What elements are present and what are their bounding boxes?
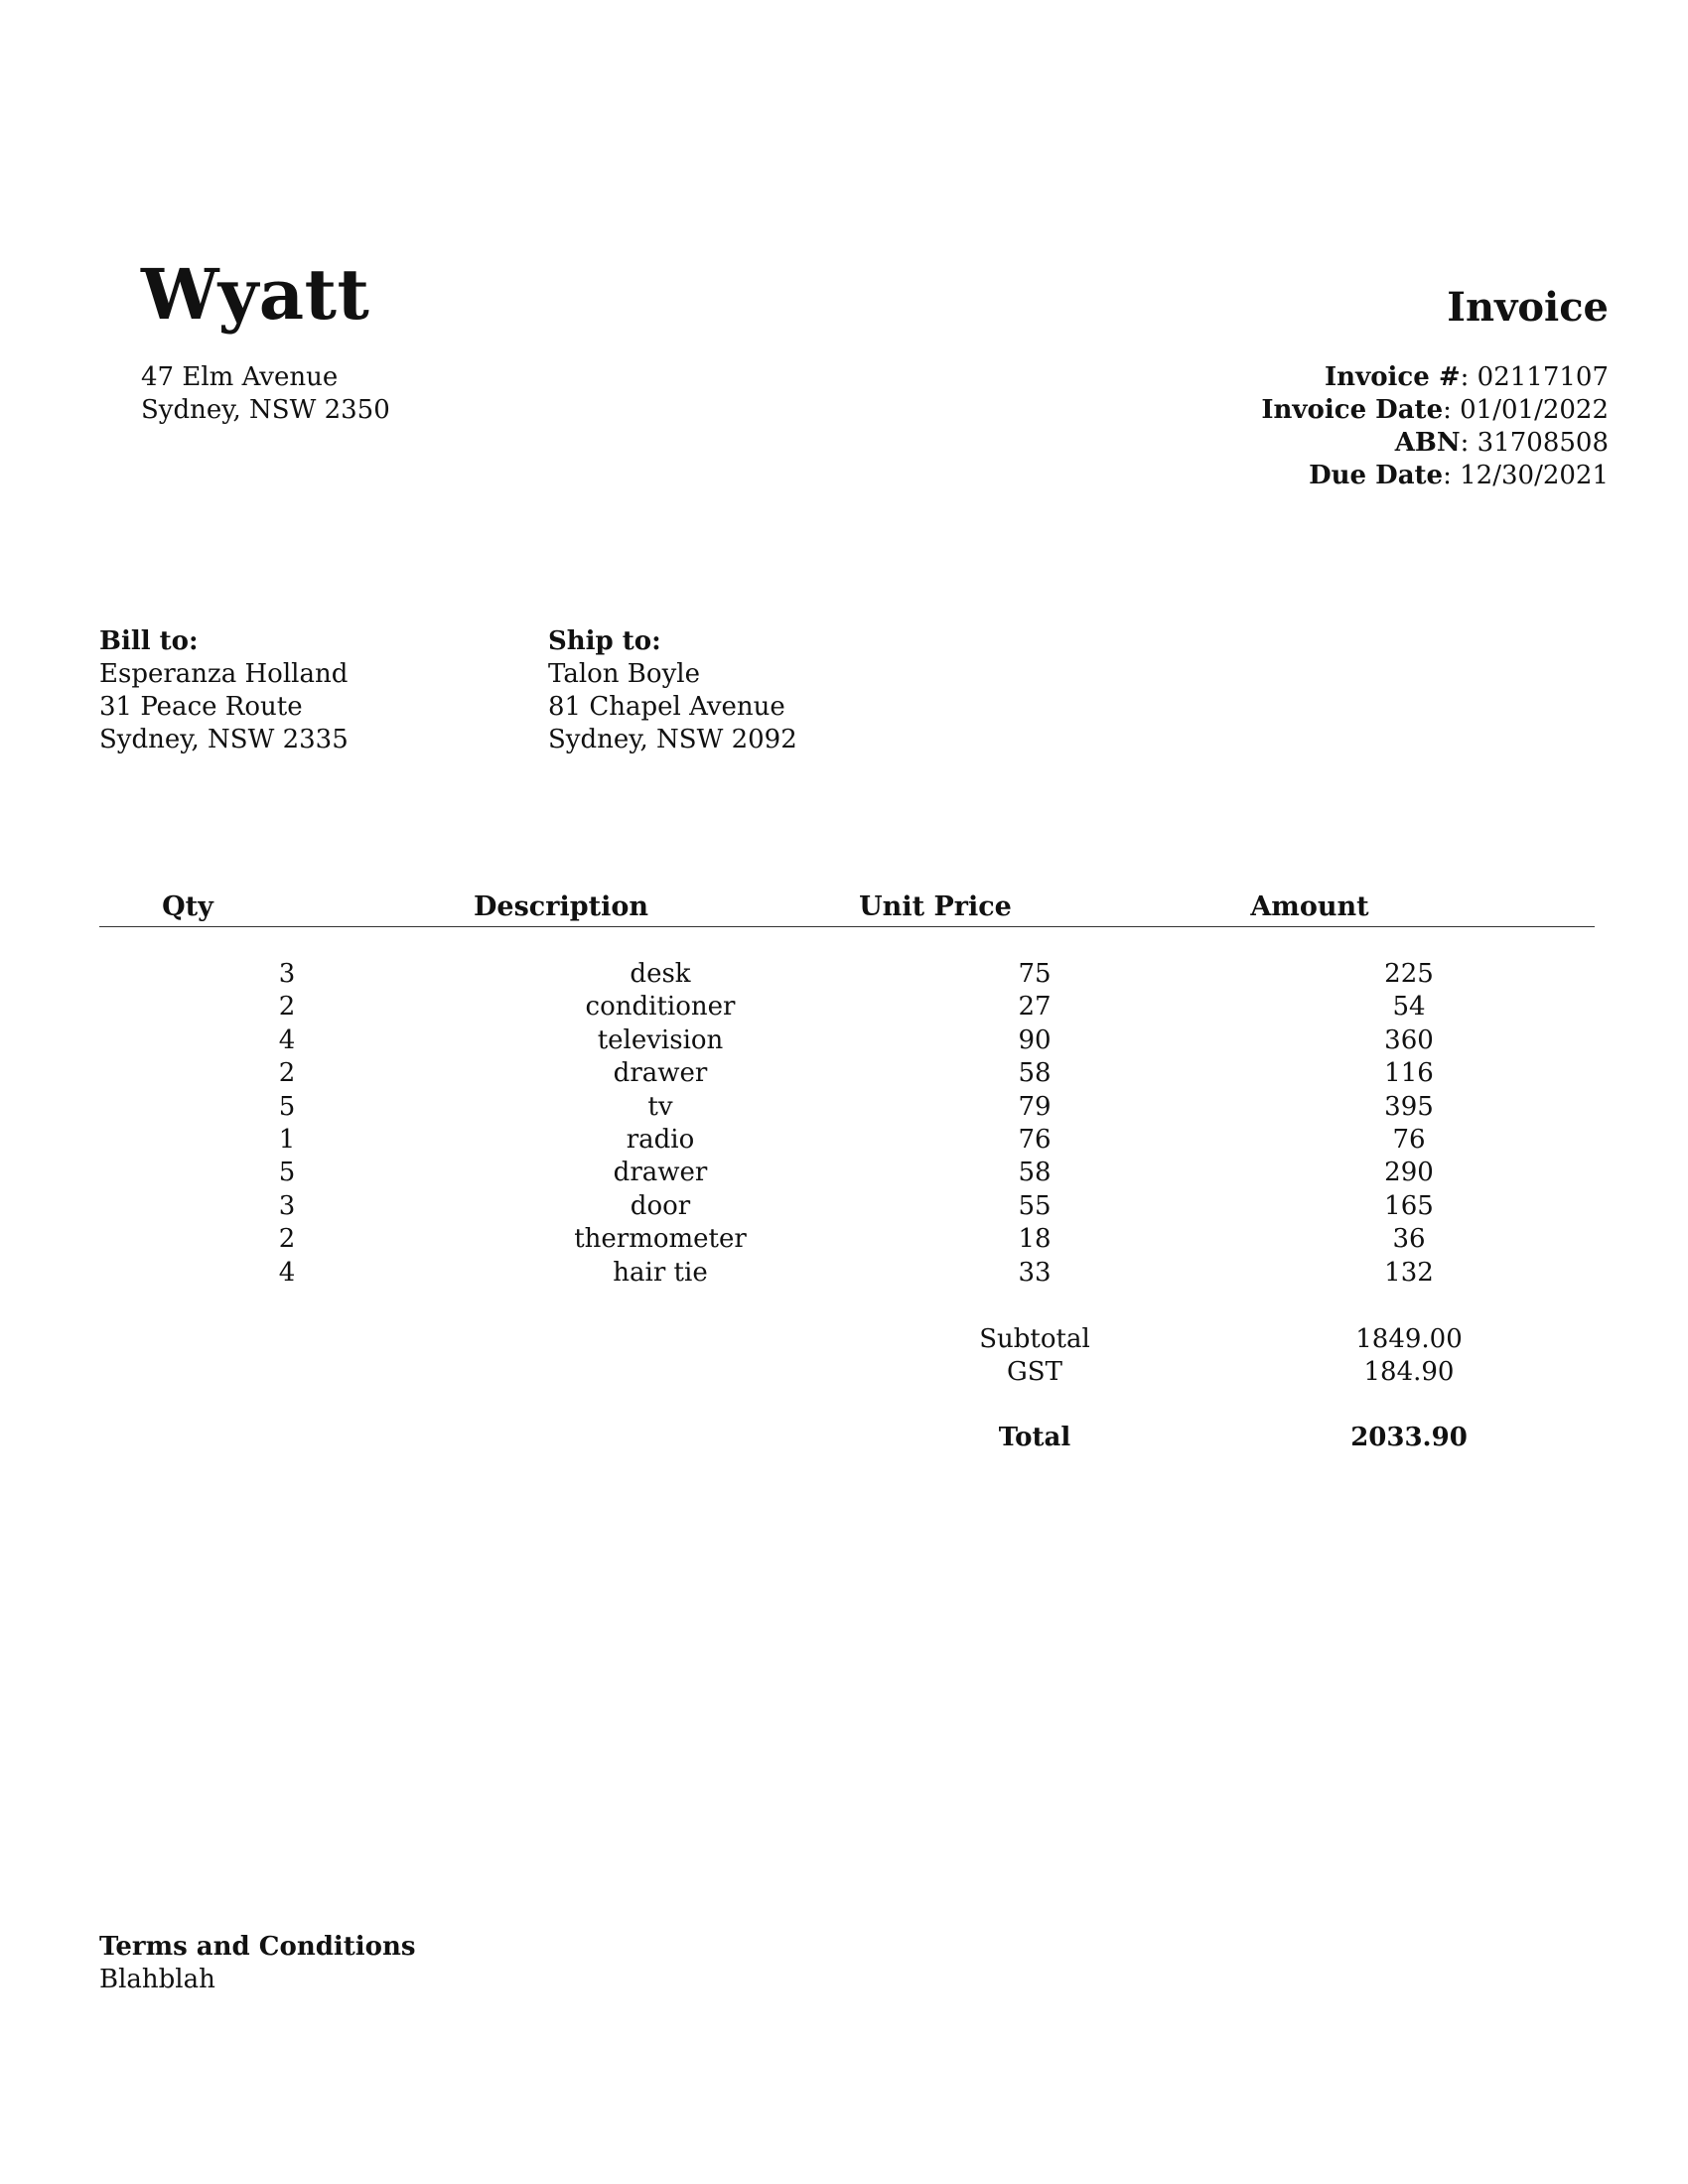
row-qty: 1 [278, 1124, 296, 1155]
invoice-date: 01/01/2022 [1460, 395, 1609, 425]
table-row [0, 1157, 1688, 1189]
invoice-date-row: Invoice Date: 01/01/2022 [1261, 395, 1609, 425]
table-row [0, 1223, 1688, 1256]
row-amount: 36 [1392, 1224, 1426, 1255]
row-unit-price: 75 [1018, 959, 1052, 989]
row-unit-price: 76 [1018, 1124, 1052, 1155]
row-unit-price: 33 [1018, 1257, 1052, 1288]
row-qty: 3 [278, 959, 296, 989]
abn-value: 31708508 [1477, 428, 1609, 458]
bill-to-line1: 31 Peace Route [99, 692, 303, 722]
column-header-description: Description [474, 891, 648, 922]
row-description: drawer [613, 1158, 708, 1188]
bill-to-block [99, 625, 349, 756]
row-qty: 5 [278, 1091, 296, 1122]
row-amount: 76 [1392, 1124, 1426, 1155]
table-row [0, 958, 1688, 991]
abn-row: ABN: 31708508 [1394, 428, 1609, 458]
column-header-unit-price: Unit Price [859, 891, 1012, 922]
row-description: thermometer [574, 1224, 747, 1255]
abn-label: ABN [1394, 428, 1461, 458]
table-row [0, 991, 1688, 1024]
row-description: desk [630, 959, 691, 989]
table-row [0, 1257, 1688, 1290]
due-date-row: Due Date: 12/30/2021 [1309, 461, 1609, 490]
invoice-title: Invoice [1447, 284, 1609, 331]
row-description: drawer [613, 1058, 708, 1089]
column-header-qty: Qty [162, 891, 213, 922]
row-amount: 360 [1384, 1024, 1434, 1055]
company-name: Wyatt [141, 253, 370, 336]
bill-to-name: Esperanza Holland [99, 659, 349, 689]
row-qty: 5 [278, 1158, 296, 1188]
row-description: television [597, 1024, 724, 1055]
ship-to-heading: Ship to: [548, 626, 661, 656]
company-address [141, 361, 390, 427]
table-row [0, 1091, 1688, 1124]
row-unit-price: 27 [1018, 992, 1052, 1023]
row-qty: 2 [278, 1224, 296, 1255]
ship-to-line2: Sydney, NSW 2092 [548, 725, 797, 754]
subtotal-label: Subtotal [979, 1324, 1090, 1354]
row-amount: 116 [1384, 1058, 1434, 1089]
table-header-rule [99, 926, 1595, 927]
row-unit-price: 58 [1018, 1058, 1052, 1089]
company-address-line1: 47 Elm Avenue [141, 362, 339, 392]
gst-label: GST [1007, 1357, 1062, 1387]
ship-to-name: Talon Boyle [548, 659, 700, 689]
company-address-line2: Sydney, NSW 2350 [141, 395, 390, 425]
row-qty: 4 [278, 1257, 296, 1288]
row-qty: 3 [278, 1190, 296, 1221]
invoice-meta [1261, 361, 1609, 492]
row-amount: 290 [1384, 1158, 1434, 1188]
total-label: Total [998, 1423, 1071, 1452]
invoice-date-label: Invoice Date [1261, 395, 1444, 425]
row-qty: 4 [278, 1024, 296, 1055]
terms-heading: Terms and Conditions [99, 1932, 416, 1962]
row-amount: 395 [1384, 1091, 1434, 1122]
column-header-amount: Amount [1250, 891, 1369, 922]
subtotal-value: 1849.00 [1355, 1324, 1463, 1354]
row-amount: 165 [1384, 1190, 1434, 1221]
row-amount: 54 [1392, 992, 1426, 1023]
row-qty: 2 [278, 1058, 296, 1089]
row-amount: 132 [1384, 1257, 1434, 1288]
row-description: conditioner [585, 992, 736, 1023]
bill-to-heading: Bill to: [99, 626, 199, 656]
row-unit-price: 79 [1018, 1091, 1052, 1122]
total-value: 2033.90 [1350, 1423, 1468, 1452]
due-date: 12/30/2021 [1460, 461, 1609, 490]
row-unit-price: 18 [1018, 1224, 1052, 1255]
row-description: tv [647, 1091, 673, 1122]
invoice-number-label: Invoice # [1325, 362, 1461, 392]
row-unit-price: 58 [1018, 1158, 1052, 1188]
terms-block [99, 1931, 416, 1996]
row-description: door [630, 1190, 691, 1221]
terms-text: Blahblah [99, 1965, 215, 1994]
table-row [0, 1190, 1688, 1223]
invoice-number: 02117107 [1477, 362, 1609, 392]
invoice-number-row: Invoice #: 02117107 [1325, 362, 1609, 392]
ship-to-block [548, 625, 797, 756]
line-items [0, 958, 1688, 1290]
row-qty: 2 [278, 992, 296, 1023]
row-description: radio [626, 1124, 695, 1155]
row-amount: 225 [1384, 959, 1434, 989]
table-row [0, 1124, 1688, 1157]
table-row [0, 1024, 1688, 1057]
gst-value: 184.90 [1363, 1357, 1455, 1387]
row-description: hair tie [613, 1257, 708, 1288]
row-unit-price: 90 [1018, 1024, 1052, 1055]
row-unit-price: 55 [1018, 1190, 1052, 1221]
ship-to-line1: 81 Chapel Avenue [548, 692, 785, 722]
bill-to-line2: Sydney, NSW 2335 [99, 725, 349, 754]
due-date-label: Due Date [1309, 461, 1444, 490]
table-row [0, 1057, 1688, 1090]
